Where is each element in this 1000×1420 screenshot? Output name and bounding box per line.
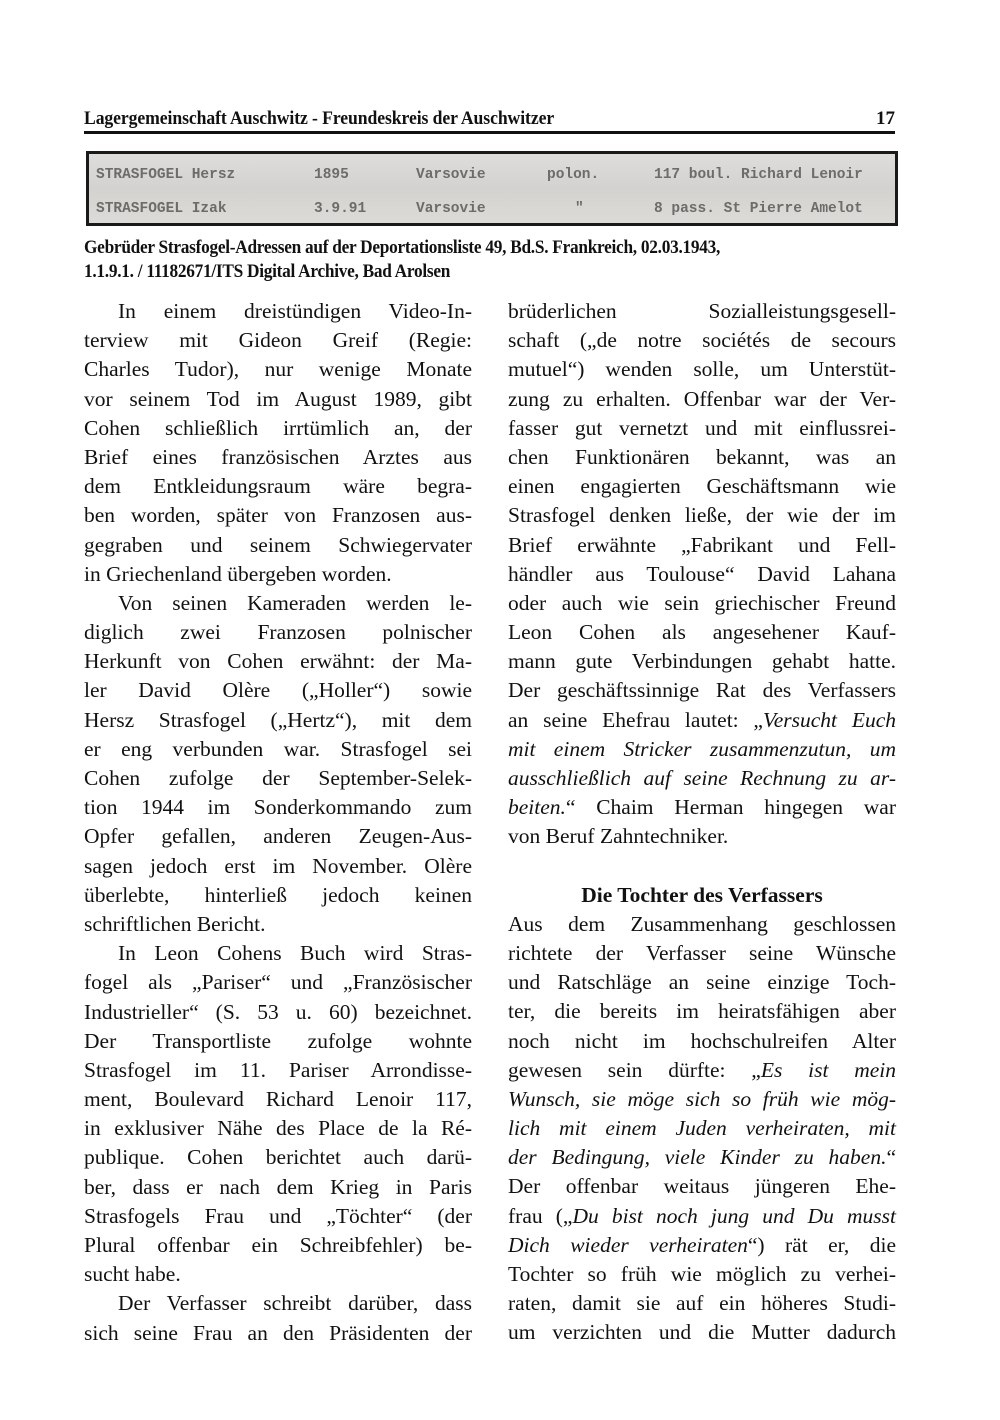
text-run: gewesen sein dürfte: „ bbox=[508, 1057, 761, 1082]
quote-italic: ausschließlich auf seine Rechnung zu ar- bbox=[508, 766, 896, 790]
text-line: ment, Boulevard Richard Lenoir 117, bbox=[84, 1087, 472, 1112]
paragraph bbox=[84, 939, 472, 1289]
text-run: an seine Ehefrau lautet: „ bbox=[508, 707, 763, 732]
text-line: tion 1944 im Sonderkommando zum bbox=[84, 795, 472, 820]
figure-caption bbox=[84, 236, 876, 284]
text-line: ber, dass er nach dem Krieg in Paris bbox=[84, 1174, 472, 1199]
scan-row bbox=[89, 201, 895, 221]
scan-date: 3.9.91 bbox=[314, 201, 367, 217]
text-line: Cohen zufolge der September-Selek- bbox=[84, 766, 472, 790]
text-line: publique. Cohen berichtet auch darü- bbox=[84, 1145, 472, 1170]
text-line: einen engagierten Geschäftsmann wie bbox=[508, 474, 896, 499]
text-line: Industrieller“ (S. 53 u. 60) bezeichnet. bbox=[84, 999, 472, 1024]
section-spacer bbox=[508, 852, 896, 881]
text-line bbox=[508, 1143, 896, 1172]
scan-city: Varsovie bbox=[416, 201, 486, 217]
text-line bbox=[508, 706, 896, 735]
text-line: ter, die bereits im heiratsfähigen aber bbox=[508, 999, 896, 1024]
text-line: fogel als „Pariser“ und „Französischer bbox=[84, 970, 472, 995]
text-line: Leon Cohen als angesehener Kauf- bbox=[508, 620, 896, 645]
paragraph bbox=[84, 589, 472, 939]
text-line: schriftlichen Bericht. bbox=[84, 911, 266, 936]
text-line bbox=[508, 793, 896, 822]
text-line: und Ratschläge an seine einzige Toch- bbox=[508, 970, 896, 995]
left-column bbox=[84, 297, 472, 1348]
text-line: Cohen schließlich irrtümlich an, der bbox=[84, 415, 472, 440]
text-line: richtete der Verfasser seine Wünsche bbox=[508, 940, 896, 965]
text-line: Brief erwähnte „Fabrikant und Fell- bbox=[508, 532, 896, 557]
quote-italic: Wunsch, sie möge sich so früh wie mög- bbox=[508, 1086, 896, 1111]
text-line: noch nicht im hochschulreifen Alter bbox=[508, 1028, 896, 1053]
running-header bbox=[84, 100, 838, 130]
text-line: In einem dreistündigen Video-In- bbox=[118, 299, 472, 323]
text-run: “ bbox=[886, 1145, 896, 1170]
text-line bbox=[508, 764, 896, 793]
text-line: chen Funktionären bekannt, was an bbox=[508, 444, 896, 469]
scan-name: STRASFOGEL Hersz bbox=[96, 167, 236, 183]
text-line: in exklusiver Nähe des Place de la Ré- bbox=[84, 1116, 472, 1141]
text-line: er eng verbunden war. Strasfogel sei bbox=[84, 736, 472, 761]
scan-name: STRASFOGEL Izak bbox=[96, 201, 227, 217]
text-line: Tochter so früh wie möglich zu verhei- bbox=[508, 1262, 896, 1286]
scan-row bbox=[89, 167, 895, 187]
text-line: mann gute Verbindungen gehabt hatte. bbox=[508, 649, 896, 674]
text-line: diglich zwei Franzosen polnischer bbox=[84, 620, 472, 645]
text-line: vor seinem Tod im August 1989, gibt bbox=[84, 386, 472, 411]
text-line: terview mit Gideon Greif (Regie: bbox=[84, 328, 472, 353]
section-heading: Die Tochter des Verfassers bbox=[581, 882, 823, 907]
running-title: Lagergemeinschaft Auschwitz - Freundeskreis der Auschwitzer bbox=[84, 108, 555, 129]
text-line: sagen jedoch erst im November. Olère bbox=[84, 853, 472, 878]
text-line: Herkunft von Cohen erwähnt: der Ma- bbox=[84, 649, 472, 674]
header-rule bbox=[84, 131, 895, 134]
caption-line: 1.1.9.1. / 11182671/ITS Digital Archive, Bad Arolsen bbox=[84, 261, 451, 282]
caption-line: Gebrüder Strasfogel-Adressen auf der Deportationsliste 49, Bd.S. Frankreich, 02.03.1943, bbox=[84, 237, 721, 258]
text-line: fasser gut vernetzt und mit einflussrei- bbox=[508, 415, 896, 440]
text-line bbox=[508, 1202, 896, 1231]
text-line: In Leon Cohens Buch wird Stras- bbox=[118, 941, 472, 966]
text-line: Hersz Strasfogel („Hertz“), mit dem bbox=[84, 707, 472, 732]
text-line: schaft („de notre sociétés de secours bbox=[508, 328, 896, 353]
quote-italic: Versucht Euch bbox=[762, 707, 897, 732]
text-line bbox=[508, 1085, 896, 1114]
quote-italic: Dich wieder verheiraten bbox=[508, 1232, 748, 1257]
paragraph bbox=[84, 297, 472, 589]
text-line: Der geschäftssinnige Rat des Verfassers bbox=[508, 678, 896, 703]
paragraph bbox=[508, 297, 896, 852]
text-line: Strasfogels Frau und „Töchter“ (der bbox=[84, 1203, 472, 1228]
text-line: Der Transportliste zufolge wohnte bbox=[84, 1028, 472, 1053]
text-line: sucht habe. bbox=[84, 1262, 181, 1287]
quote-italic: lich mit einem Juden verheiraten, mit bbox=[508, 1116, 896, 1141]
text-run: “) rät er, die bbox=[747, 1232, 896, 1257]
quote-italic: beiten. bbox=[508, 795, 566, 820]
text-run: “ Chaim Herman hingegen war bbox=[565, 795, 896, 820]
scan-date: 1895 bbox=[314, 167, 349, 183]
text-line: händler aus Toulouse“ David Lahana bbox=[508, 561, 896, 586]
text-line: mutuel“) wenden solle, um Unterstüt- bbox=[508, 357, 896, 382]
text-line: gegraben und seinem Schwiegervater bbox=[84, 532, 472, 557]
text-line: Strasfogel im 11. Pariser Arrondisse- bbox=[84, 1057, 472, 1082]
quote-italic: der Bedingung, viele Kinder zu haben. bbox=[508, 1145, 887, 1170]
paragraph bbox=[508, 910, 896, 1348]
scan-city: Varsovie bbox=[416, 167, 486, 183]
text-line bbox=[508, 1114, 896, 1143]
text-line bbox=[508, 1056, 896, 1085]
right-column bbox=[508, 297, 896, 1348]
scan-nationality: " bbox=[575, 201, 584, 217]
text-line bbox=[508, 1231, 896, 1260]
text-line: raten, damit sie auf ein höheres Studi- bbox=[508, 1291, 896, 1316]
archive-scan-image bbox=[86, 151, 898, 226]
quote-italic: mit einem Stricker zusammenzutun, um bbox=[508, 736, 896, 761]
text-line: Strasfogel denken ließe, der wie der im bbox=[508, 503, 896, 528]
page-number: 17 bbox=[876, 108, 895, 129]
paragraph bbox=[84, 1289, 472, 1347]
quote-italic: Du bist noch jung und Du musst bbox=[572, 1203, 896, 1228]
scan-nationality: polon. bbox=[547, 167, 600, 183]
text-line: Opfer gefallen, anderen Zeugen-Aus- bbox=[84, 824, 472, 849]
text-line: Der offenbar weitaus jüngeren Ehe- bbox=[508, 1174, 896, 1199]
text-line: Brief eines französischen Arztes aus bbox=[84, 444, 472, 469]
text-line: oder auch wie sein griechischer Freund bbox=[508, 590, 896, 615]
quote-italic: Es ist mein bbox=[760, 1057, 897, 1082]
text-line: dem Entkleidungsraum wäre begra- bbox=[84, 474, 472, 499]
text-line: brüderlichen Sozialleistungsgesell- bbox=[508, 299, 896, 323]
text-line: Charles Tudor), nur wenige Monate bbox=[84, 357, 472, 382]
scan-address: 8 pass. St Pierre Amelot bbox=[654, 201, 863, 217]
text-line: von Beruf Zahntechniker. bbox=[508, 824, 729, 849]
text-line: Von seinen Kameraden werden le- bbox=[118, 590, 472, 615]
text-line: überlebte, hinterließ jedoch keinen bbox=[84, 882, 472, 907]
text-line: sich seine Frau an den Präsidenten der bbox=[84, 1320, 472, 1345]
text-line: um verzichten und die Mutter dadurch bbox=[508, 1320, 896, 1345]
text-line: zung zu erhalten. Offenbar war der Ver- bbox=[508, 386, 896, 411]
text-line: in Griechenland übergeben worden. bbox=[84, 561, 392, 586]
text-line bbox=[508, 735, 896, 764]
text-line: ben worden, später von Franzosen aus- bbox=[84, 503, 472, 528]
text-line: Der Verfasser schreibt darüber, dass bbox=[118, 1291, 472, 1316]
text-line: ler David Olère („Holler“) sowie bbox=[84, 678, 472, 703]
scan-address: 117 boul. Richard Lenoir bbox=[654, 167, 863, 183]
text-line: Aus dem Zusammenhang geschlossen bbox=[508, 911, 896, 936]
text-run: frau („ bbox=[508, 1203, 573, 1228]
text-line: Plural offenbar ein Schreibfehler) be- bbox=[84, 1233, 472, 1257]
